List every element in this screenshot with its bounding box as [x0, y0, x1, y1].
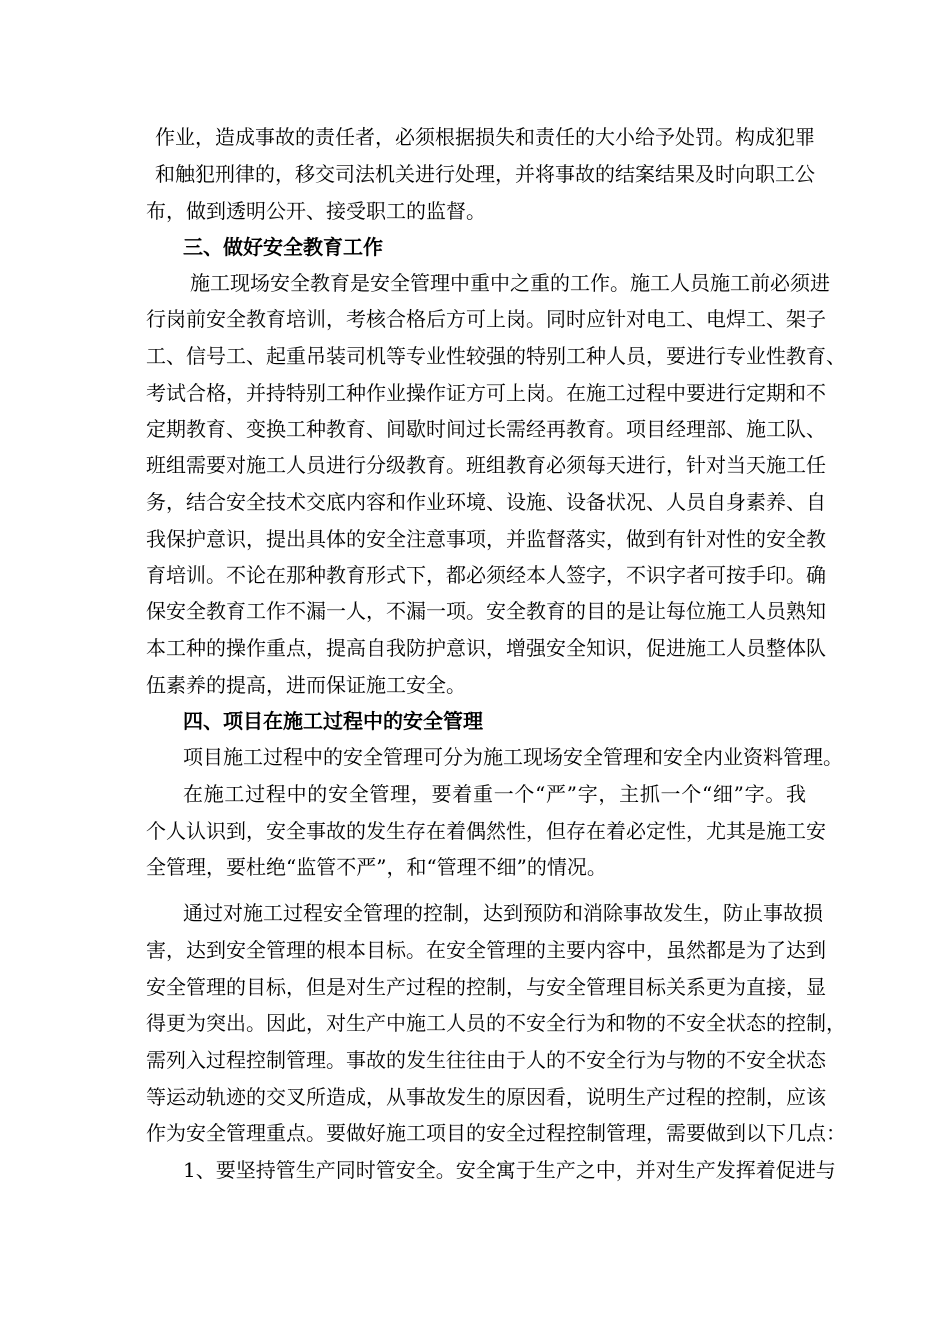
paragraph-line: 需列入过程控制管理。事故的发生往往由于人的不安全行为与物的不安全状态: [146, 1048, 826, 1072]
paragraph-line: 工、信号工、起重吊装司机等专业性较强的特别工种人员，要进行专业性教育、: [146, 344, 846, 368]
paragraph-line: 布，做到透明公开、接受职工的监督。: [146, 199, 486, 223]
paragraph-line: 保安全教育工作不漏一人，不漏一项。安全教育的目的是让每位施工人员熟知: [146, 599, 826, 623]
paragraph-line: 1、要坚持管生产同时管安全。安全寓于生产之中，并对生产发挥着促进与: [183, 1158, 836, 1182]
paragraph-line: 作为安全管理重点。要做好施工项目的安全过程控制管理，需要做到以下几点：: [146, 1121, 846, 1145]
paragraph-line: 务，结合安全技术交底内容和作业环境、设施、设备状况、人员自身素养、自: [146, 490, 826, 514]
paragraph-line: 施工现场安全教育是安全管理中重中之重的工作。施工人员施工前必须进: [190, 271, 830, 295]
paragraph-line: 作业，造成事故的责任者，必须根据损失和责任的大小给予处罚。构成犯罪: [155, 125, 815, 149]
paragraph-line: 伍素养的提高，进而保证施工安全。: [146, 673, 466, 697]
paragraph-line: 安全管理的目标，但是对生产过程的控制，与安全管理目标关系更为直接，显: [146, 975, 826, 999]
paragraph-line: 行岗前安全教育培训，考核合格后方可上岗。同时应针对电工、电焊工、架子: [146, 307, 826, 331]
paragraph-line: 班组需要对施工人员进行分级教育。班组教育必须每天进行，针对当天施工任: [146, 453, 826, 477]
paragraph-line: 得更为突出。因此，对生产中施工人员的不安全行为和物的不安全状态的控制，: [146, 1011, 846, 1035]
paragraph-line: 害，达到安全管理的根本目标。在安全管理的主要内容中，虽然都是为了达到: [146, 938, 826, 962]
paragraph-line: 考试合格，并持特别工种作业操作证方可上岗。在施工过程中要进行定期和不: [146, 381, 826, 405]
paragraph-line: 定期教育、变换工种教育、间歇时间过长需经再教育。项目经理部、施工队、: [146, 417, 826, 441]
paragraph-line: 本工种的操作重点，提高自我防护意识，增强安全知识，促进施工人员整体队: [146, 636, 826, 660]
paragraph-line: 项目施工过程中的安全管理可分为施工现场安全管理和安全内业资料管理。: [183, 745, 843, 769]
paragraph-line: 个人认识到，安全事故的发生存在着偶然性，但存在着必定性，尤其是施工安: [146, 819, 826, 843]
paragraph-line: 育培训。不论在那种教育形式下，都必须经本人签字，不识字者可按手印。确: [146, 563, 826, 587]
paragraph-line: 通过对施工过程安全管理的控制，达到预防和消除事故发生，防止事故损: [183, 901, 823, 925]
paragraph-line: 在施工过程中的安全管理，要着重一个“严”字，主抓一个“细”字。我: [183, 782, 806, 806]
section-heading: 三、做好安全教育工作: [183, 235, 383, 259]
paragraph-line: 和触犯刑律的，移交司法机关进行处理，并将事故的结案结果及时向职工公: [155, 162, 815, 186]
section-heading: 四、项目在施工过程中的安全管理: [183, 709, 483, 733]
paragraph-line: 我保护意识，提出具体的安全注意事项，并监督落实，做到有针对性的安全教: [146, 527, 826, 551]
paragraph-line: 全管理，要杜绝“监管不严”，和“管理不细”的情况。: [146, 855, 607, 879]
paragraph-line: 等运动轨迹的交叉所造成，从事故发生的原因看，说明生产过程的控制，应该: [146, 1085, 826, 1109]
